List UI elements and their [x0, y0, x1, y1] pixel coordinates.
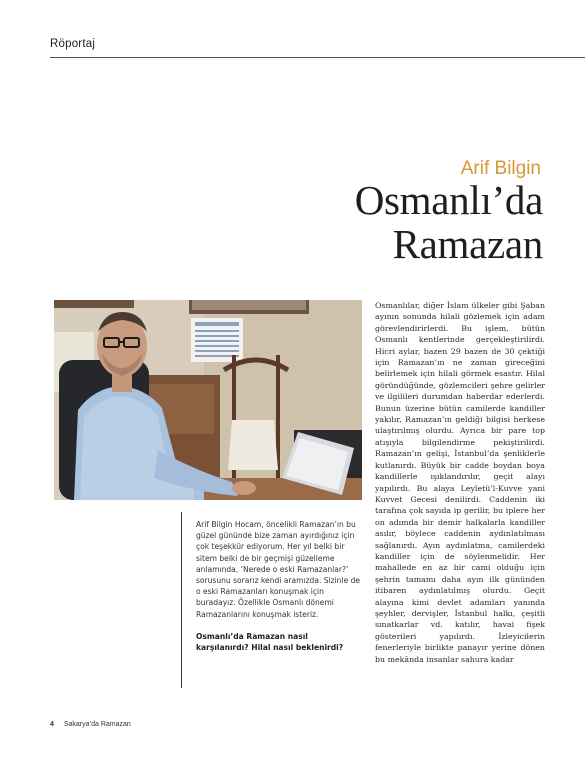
top-rule: [50, 57, 585, 58]
intro-divider: [181, 512, 182, 688]
interview-photo: [54, 300, 362, 500]
page-number: 4: [50, 721, 54, 728]
author-name: Arif Bilgin: [460, 158, 541, 179]
interview-question: Osmanlı’da Ramazan nasıl karşılanırdı? Hilal nasıl beklenirdi?: [196, 631, 344, 653]
publication-name: Sakarya’da Ramazan: [63, 721, 131, 728]
intro-paragraph: Arif Bilgin Hocam, öncelikli Ramazan’ın bu güzel gününde bize zaman ayırdığınız için çok teşekkür ediyorum. Her yıl belki bir sitem belki de bir geçmişi güzelleme anlamında, ‘Nerede o eski Ramazanlar?’ sorusunu sorarız kendi aramızda. Sizinle de o eski Ramazanları konuşmak için buradayız. Özellikle Osmanlı dönemi Ramazanlarını konuşmak isteriz.: [196, 520, 361, 619]
interview-intro: [196, 519, 362, 653]
section-label: Röportaj: [50, 38, 96, 50]
title-line-1: Osmanlı’da: [354, 177, 543, 223]
title-line-2: Ramazan: [392, 221, 543, 267]
article-title: [355, 178, 543, 266]
body-paragraph: Osmanlılar, diğer İslam ülkeler gibi Şaban ayının sonunda hilali gözlemek için adam görevlendirirlerdi. Bu işlem, bütün Osmanlı kentlerinde gerçekleştirilirdi. Hicri aylar, bazen 29 bazen de 30 çektiği için Ramazan’ın ne zaman gireceğini belirlemek için hilali görmek esastır. Hilal göründüğünde, gözlemcileri şehre gelirler ve ilgilileri durumdan haberdar ederlerdi. Bunun üzerine bütün camilerde kandiller yakılır, Ramazan’ın geldiği bilgisi herkese ulaştırılmış olurdu. Ayrıca bir pare top atışıyla bilgilendirme pekiştirilirdi. Ramazan’ın gelişi, İstanbul’da şenliklerle kutlanırdı. Büyük bir cadde boydan boya kandillerle ışıklandırılır, geçit alayı yapılırdı. Bu alaya Leyletü’l-Kuvve yani Kuvvet Gecesi denilirdi. Caddenin iki tarafına çok sayıda ip gerilir, bu iplere her on adımda bir demir halkalarla kandiller asılır, böylece caddenin aydınlatılması sağlanırdı. Ayın aydınlatma, camilerdeki kandiller için de söylenmelidir. Her mahallede en az bir cami olduğu için şehrin tamamı daha ayın ilk gününden itibaren aydınlatılmış olurdu. Geçit alayına kimi devlet adamları yanında şeyhler, dervişler, İstanbul halkı, çeşitli sınatkarlar vd. katılır, havai fişek gösterileri yapılırdı. İzleyicilerin fenerleriyle birlikte panayır yerine dönen bu mekânda insanlar sahura kadar: [375, 301, 545, 664]
article-body: [375, 300, 545, 698]
page-footer: [50, 721, 131, 728]
